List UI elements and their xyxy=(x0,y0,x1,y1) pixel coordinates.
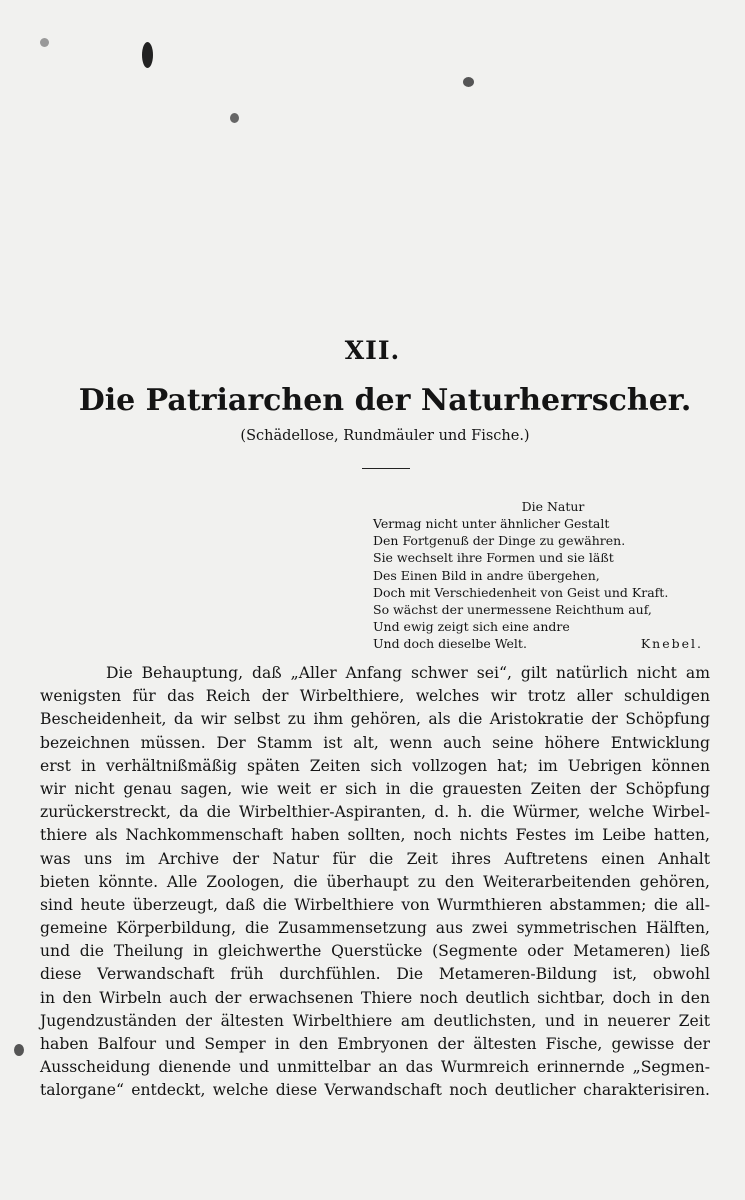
ink-speck xyxy=(40,38,49,47)
body-line: haben Balfour und Semper in den Embryonen der ältesten Fische, gewisse der xyxy=(40,1035,710,1053)
body-line: Jugendzuständen der ältesten Wirbelthiere am deutlichsten, und in neuerer Zeit xyxy=(40,1011,710,1030)
chapter-number: XII. xyxy=(344,336,401,365)
body-line: Bescheidenheit, da wir selbst zu ihm gehören, als die Aristokratie der Schöpfung xyxy=(40,710,710,729)
body-line: sind heute überzeugt, daß die Wirbelthiere von Wurmthieren abstammen; die all- xyxy=(40,895,710,914)
chapter-title: Die Patriarchen der Naturherrscher. xyxy=(78,383,692,418)
body-line: wenigsten für das Reich der Wirbelthiere, welches wir trotz aller schuldigen xyxy=(40,687,710,706)
body-line: diese Verwandschaft früh durchfühlen. Die Metameren-Bildung ist, obwohl xyxy=(40,965,710,984)
epigraph-line: Den Fortgenuß der Dinge zu gewähren. xyxy=(373,533,626,549)
ink-speck xyxy=(14,1044,24,1056)
body-line: Die Behauptung, daß „Aller Anfang schwer sei“, gilt natürlich nicht am xyxy=(106,664,710,682)
body-line: talorgane“ entdeckt, welche diese Verwandschaft noch deutlicher charakterisiren. xyxy=(40,1081,710,1100)
epigraph-line: Doch mit Verschiedenheit von Geist und Kraft. xyxy=(373,584,669,600)
epigraph-line: Und ewig zeigt sich eine andre xyxy=(373,619,570,635)
epigraph-heading: Die Natur xyxy=(521,499,585,514)
body-line: in den Wirbeln auch der erwachsenen Thiere noch deutlich sichtbar, doch in den xyxy=(40,988,710,1007)
body-line: was uns im Archive der Natur für die Zeit ihres Auftretens einen Anhalt xyxy=(40,849,710,868)
body-line: bieten könnte. Alle Zoologen, die überhaupt zu den Weiterarbeitenden gehören, xyxy=(40,872,710,891)
epigraph-line: So wächst der unermessene Reichthum auf, xyxy=(373,601,652,617)
body-line: zurückerstreckt, da die Wirbelthier-Aspiranten, d. h. die Würmer, welche Wirbel- xyxy=(40,803,710,822)
body-line: thiere als Nachkommenschaft haben sollten, noch nichts Festes im Leibe hatten, xyxy=(40,826,710,845)
ink-speck xyxy=(142,42,153,68)
epigraph-author: Knebel. xyxy=(640,636,703,652)
body-line: Ausscheidung dienende und unmittelbar an das Wurmreich erinnernde „Segmen- xyxy=(40,1058,710,1077)
epigraph-line: Und doch dieselbe Welt. xyxy=(373,636,527,652)
title-divider xyxy=(362,468,410,469)
epigraph-line: Vermag nicht unter ähnlicher Gestalt xyxy=(373,516,610,531)
ink-speck xyxy=(230,113,239,123)
epigraph xyxy=(373,498,703,653)
body-line: gemeine Körperbildung, die Zusammensetzung aus zwei symmetrischen Hälften, xyxy=(40,919,710,938)
chapter-subtitle: (Schädellose, Rundmäuler und Fische.) xyxy=(240,428,530,444)
ink-speck xyxy=(463,77,474,87)
body-line: und die Theilung in gleichwerthe Querstücke (Segmente oder Metameren) ließ xyxy=(40,942,710,961)
body-line: wir nicht genau sagen, wie weit er sich in die grauesten Zeiten der Schöpfung xyxy=(40,779,710,798)
epigraph-line: Sie wechselt ihre Formen und sie läßt xyxy=(373,550,614,566)
body-line: erst in verhältnißmäßig späten Zeiten sich vollzogen hat; im Uebrigen können xyxy=(40,756,710,775)
body-paragraph xyxy=(40,662,710,1103)
body-line: bezeichnen müssen. Der Stamm ist alt, wenn auch seine höhere Entwicklung xyxy=(40,733,710,752)
epigraph-line: Des Einen Bild in andre übergehen, xyxy=(373,567,600,583)
